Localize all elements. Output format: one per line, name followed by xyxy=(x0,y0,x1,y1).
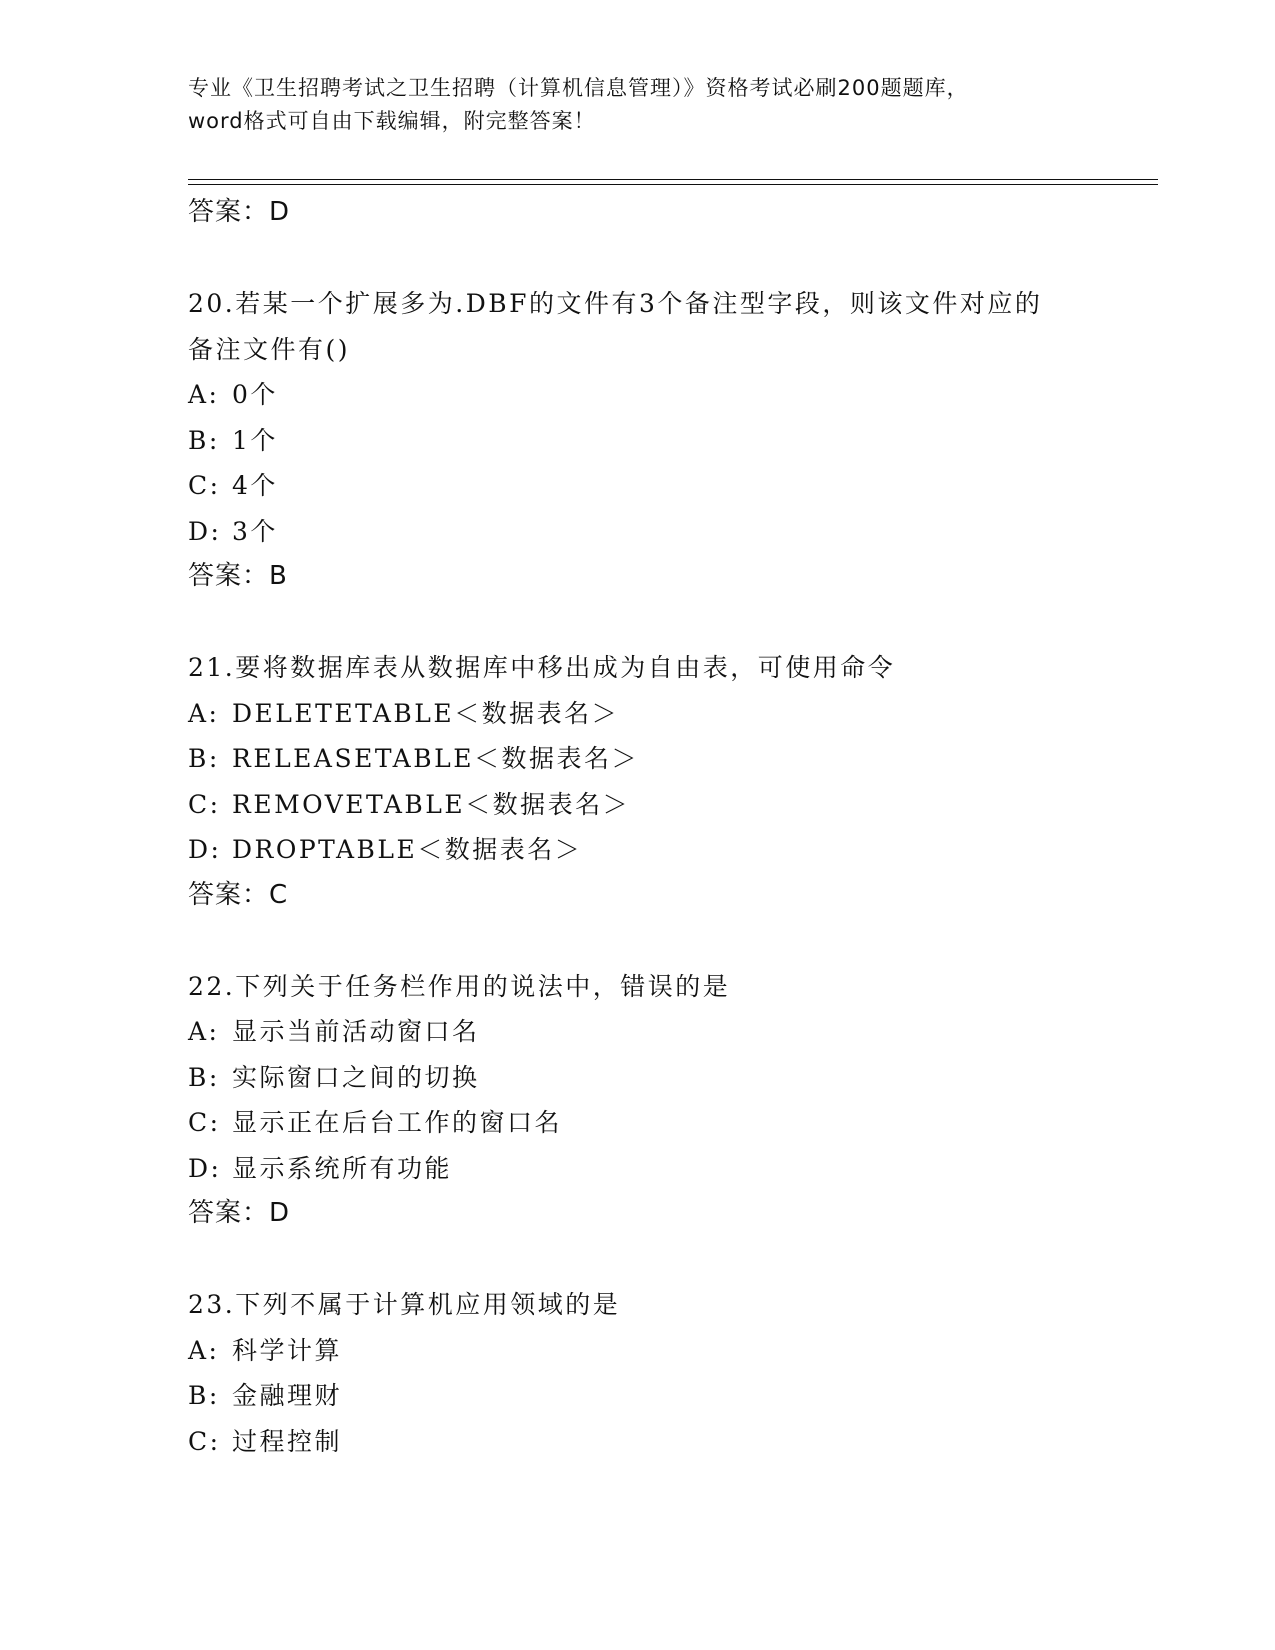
option-a xyxy=(188,372,1148,418)
question-20 xyxy=(188,281,1148,600)
option-text: 显示系统所有功能 xyxy=(232,1153,453,1183)
option-letter: C: xyxy=(188,789,221,819)
option-text: REMOVETABLE＜数据表名＞ xyxy=(232,789,631,819)
question-stem: 23.下列不属于计算机应用领域的是 xyxy=(188,1290,621,1319)
option-letter: C: xyxy=(188,1426,221,1456)
spacer xyxy=(188,600,1148,646)
spacer xyxy=(188,1237,1148,1283)
header-divider-top xyxy=(188,179,1158,180)
option-letter: A: xyxy=(188,1335,220,1365)
option-b xyxy=(188,418,1148,464)
option-a xyxy=(188,1009,1148,1055)
option-letter: B: xyxy=(188,1062,220,1092)
option-letter: A: xyxy=(188,698,220,728)
answer-line: 答案：D xyxy=(188,1198,291,1228)
option-text: 金融理财 xyxy=(232,1381,343,1410)
option-d xyxy=(188,827,1148,873)
option-letter: D: xyxy=(188,1153,222,1183)
option-text: 4个 xyxy=(232,471,278,500)
option-b xyxy=(188,736,1148,782)
option-text: 显示正在后台工作的窗口名 xyxy=(232,1108,563,1137)
option-c xyxy=(188,1419,1148,1465)
option-text: 1个 xyxy=(232,425,278,455)
option-letter: B: xyxy=(188,744,220,773)
question-stem-continued: 备注文件有() xyxy=(188,334,351,364)
option-text: 过程控制 xyxy=(232,1426,343,1456)
option-c xyxy=(188,782,1148,828)
answer-line: 答案：C xyxy=(188,879,289,910)
question-23 xyxy=(188,1282,1148,1464)
option-letter: B: xyxy=(188,425,220,455)
option-text: DROPTABLE＜数据表名＞ xyxy=(232,835,583,864)
option-letter: B: xyxy=(188,1381,220,1410)
header-title-line: 专业《卫生招聘考试之卫生招聘（计算机信息管理）》资格考试必刷200题题库， xyxy=(188,76,969,100)
option-text: 显示当前活动窗口名 xyxy=(232,1017,480,1046)
option-letter: C: xyxy=(188,471,221,500)
spacer xyxy=(188,236,1148,282)
option-a xyxy=(188,691,1148,737)
option-letter: D: xyxy=(188,516,222,546)
option-text: 实际窗口之间的切换 xyxy=(232,1062,480,1092)
option-text: DELETETABLE＜数据表名＞ xyxy=(232,698,620,728)
document-header xyxy=(188,72,1088,138)
option-b xyxy=(188,1055,1148,1101)
option-b xyxy=(188,1373,1148,1419)
option-a xyxy=(188,1328,1148,1374)
option-text: RELEASETABLE＜数据表名＞ xyxy=(232,744,639,773)
option-text: 3个 xyxy=(232,516,278,546)
option-c xyxy=(188,1100,1148,1146)
option-letter: C: xyxy=(188,1108,221,1137)
header-divider-bottom xyxy=(188,184,1158,185)
question-list xyxy=(188,190,1148,1464)
answer-line: 答案：B xyxy=(188,561,288,591)
question-stem: 21.要将数据库表从数据库中移出成为自由表，可使用命令 xyxy=(188,653,896,682)
option-text: 科学计算 xyxy=(232,1335,343,1365)
question-stem: 20.若某一个扩展多为.DBF的文件有3个备注型字段，则该文件对应的 xyxy=(188,289,1043,318)
option-c xyxy=(188,463,1148,509)
option-d xyxy=(188,1146,1148,1192)
option-letter: D: xyxy=(188,835,222,864)
question-stem: 22.下列关于任务栏作用的说法中，错误的是 xyxy=(188,971,731,1001)
answer-line: 答案：D xyxy=(188,197,291,227)
header-subtitle-line: word格式可自由下载编辑，附完整答案！ xyxy=(188,109,596,133)
question-21 xyxy=(188,645,1148,918)
option-d xyxy=(188,509,1148,555)
option-letter: A: xyxy=(188,380,220,409)
option-text: 0个 xyxy=(232,380,278,409)
option-letter: A: xyxy=(188,1017,220,1046)
question-22 xyxy=(188,964,1148,1237)
spacer xyxy=(188,918,1148,964)
